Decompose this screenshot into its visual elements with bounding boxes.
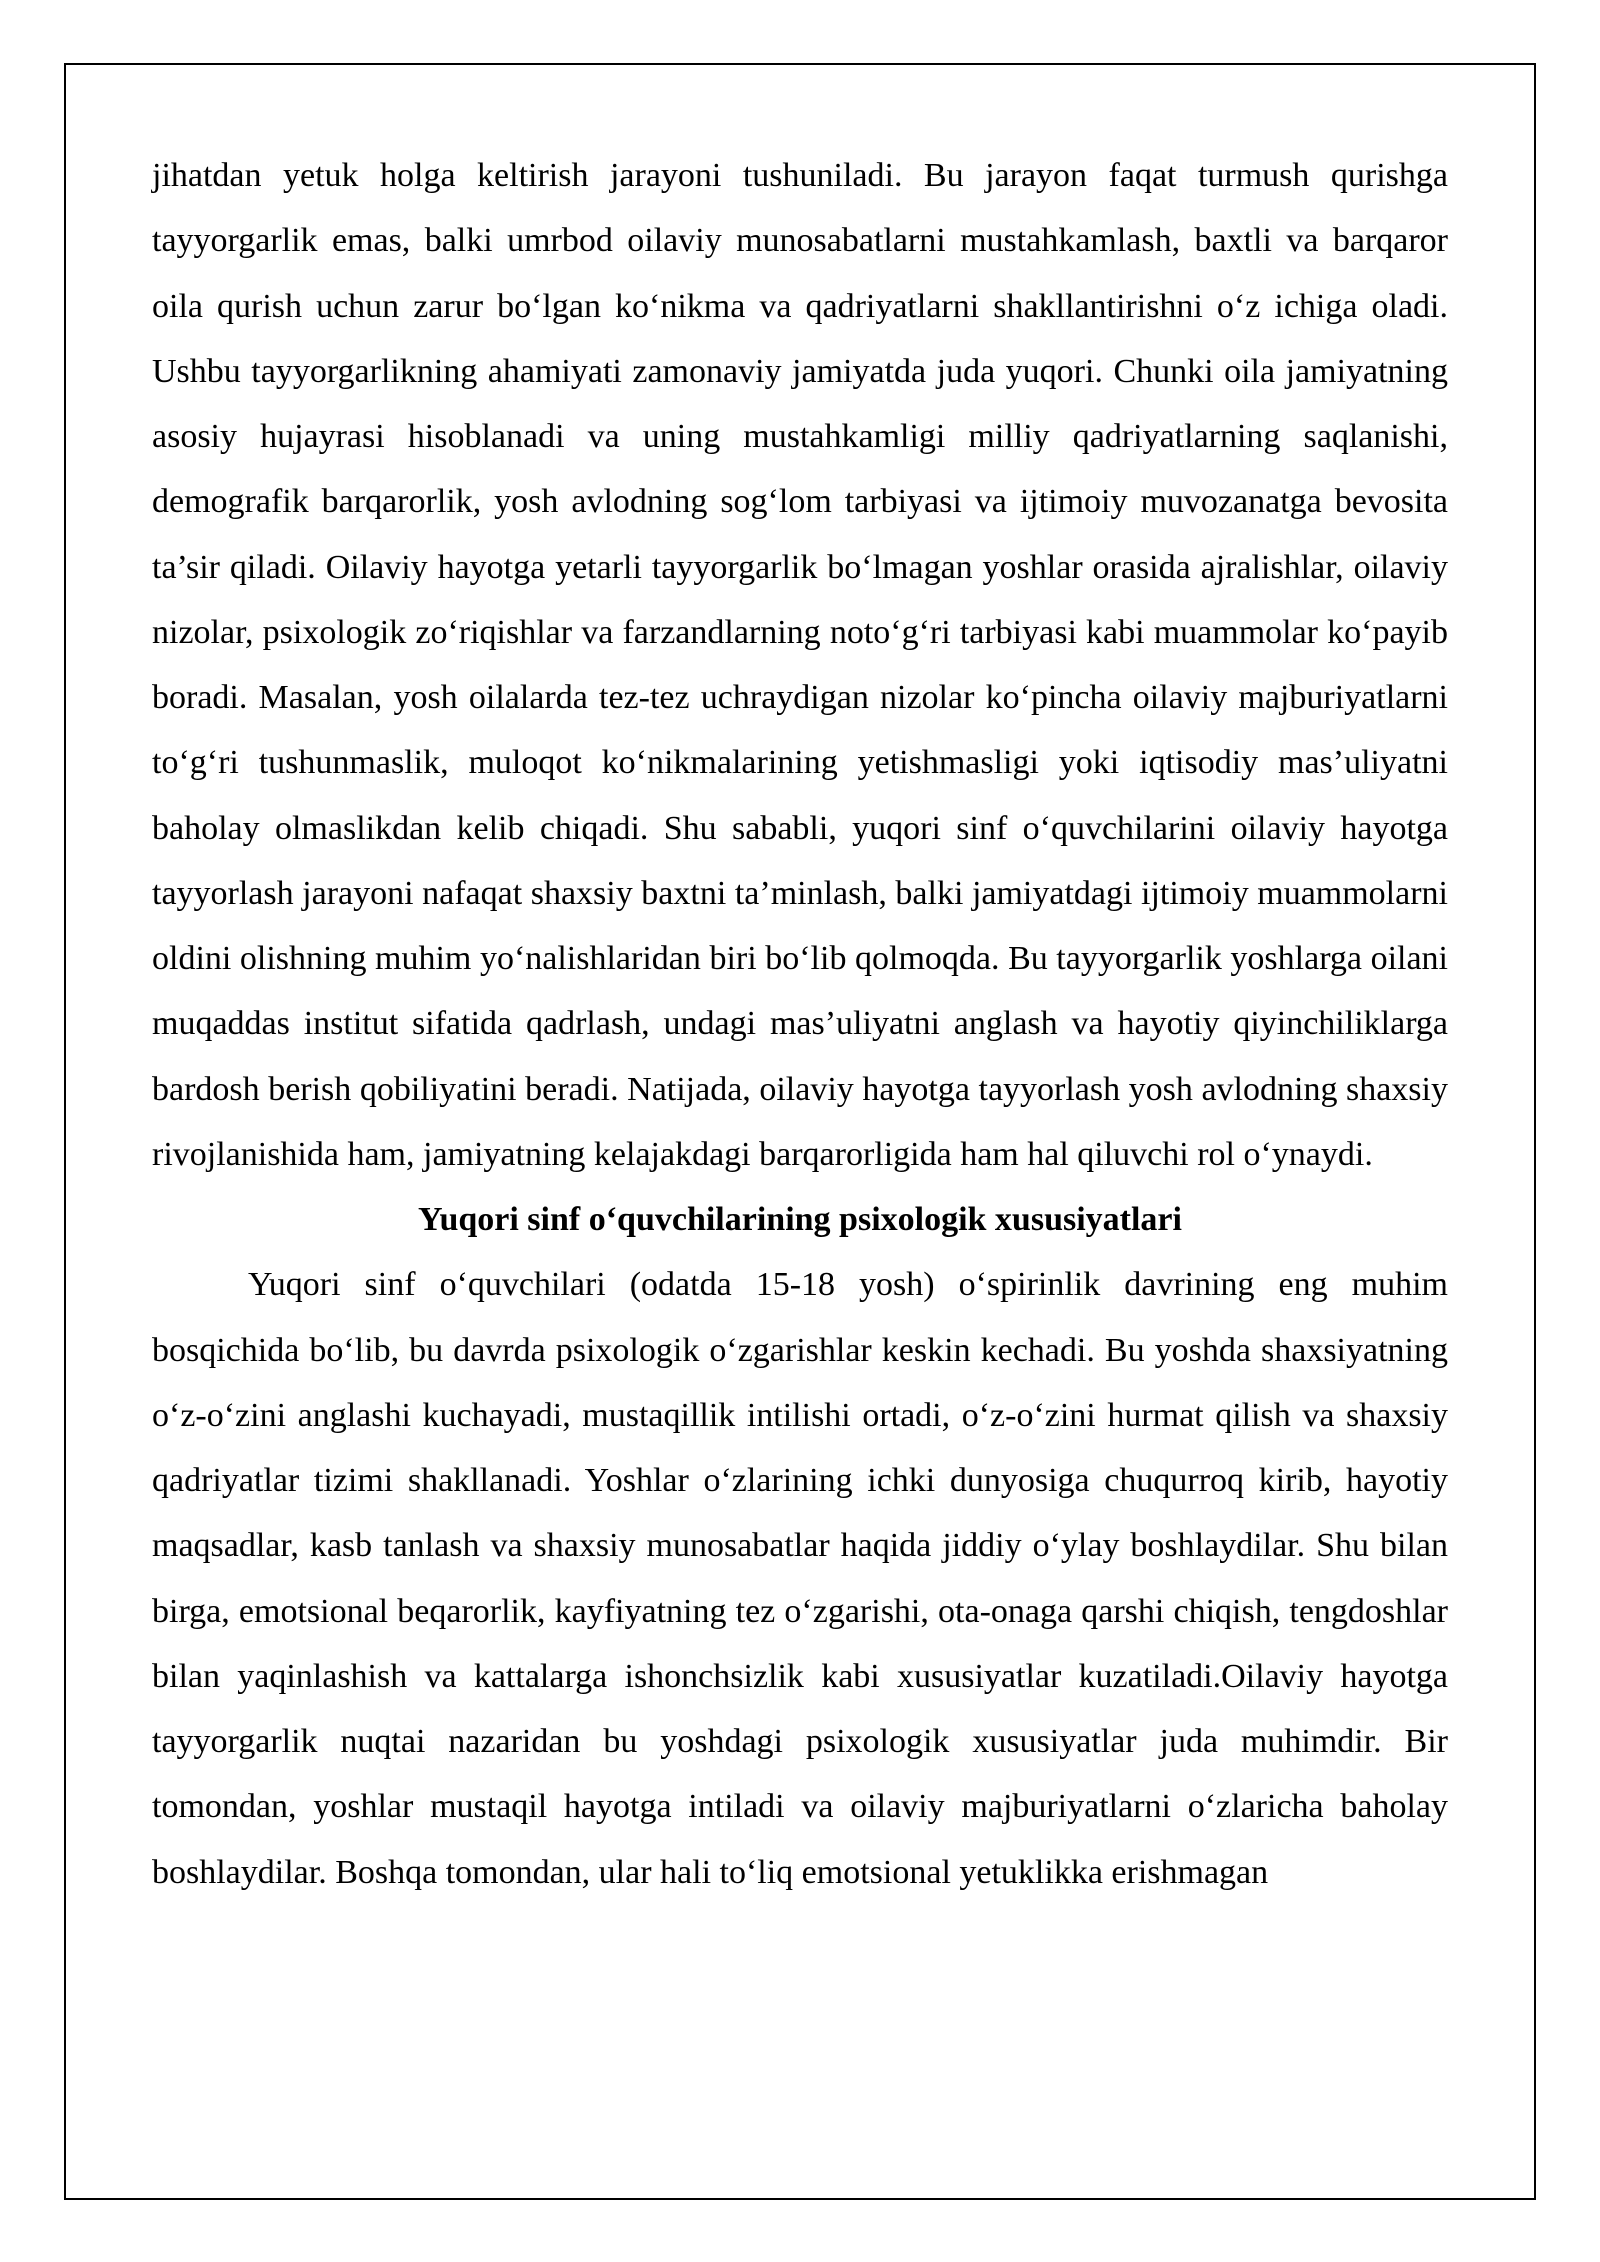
document-body <box>152 143 1448 1905</box>
body-paragraph: Yuqori sinf o‘quvchilari (odatda 15-18 yosh) o‘spirinlik davrining eng muhim bosqichida bo‘lib, bu davrda psixologik o‘zgarishlar keskin kechadi. Bu yoshda shaxsiyatning o‘z-o‘zini anglashi kuchayadi, mustaqillik intilishi ortadi, o‘z-o‘zini hurmat qilish va shaxsiy qadriyatlar tizimi shakllanadi. Yoshlar o‘zlarining ichki dunyosiga chuqurroq kirib, hayotiy maqsadlar, kasb tanlash va shaxsiy munosabatlar haqida jiddiy o‘ylay boshlaydilar. Shu bilan birga, emotsional beqarorlik, kayfiyatning tez o‘zgarishi, ota-onaga qarshi chiqish, tengdoshlar bilan yaqinlashish va kattalarga ishonchsizlik kabi xususiyatlar kuzatiladi.Oilaviy hayotga tayyorgarlik nuqtai nazaridan bu yoshdagi psixologik xususiyatlar juda muhimdir. Bir tomondan, yoshlar mustaqil hayotga intiladi va oilaviy majburiyatlarni o‘zlaricha baholay boshlaydilar. Boshqa tomondan, ular hali to‘liq emotsional yetuklikka erishmagan <box>152 1266 1448 1891</box>
body-paragraph: jihatdan yetuk holga keltirish jarayoni tushuniladi. Bu jarayon faqat turmush qurishga tayyorgarlik emas, balki umrbod oilaviy munosabatlarni mustahkamlash, baxtli va barqaror oila qurish uchun zarur bo‘lgan ko‘nikma va qadriyatlarni shakllantirishni o‘z ichiga oladi. Ushbu tayyorgarlikning ahamiyati zamonaviy jamiyatda juda yuqori. Chunki oila jamiyatning asosiy hujayrasi hisoblanadi va uning mustahkamligi milliy qadriyatlarning saqlanishi, demografik barqarorlik, yosh avlodning sog‘lom tarbiyasi va ijtimoiy muvozanatga bevosita ta’sir qiladi. Oilaviy hayotga yetarli tayyorgarlik bo‘lmagan yoshlar orasida ajralishlar, oilaviy nizolar, psixologik zo‘riqishlar va farzandlarning noto‘g‘ri tarbiyasi kabi muammolar ko‘payib boradi. Masalan, yosh oilalarda tez-tez uchraydigan nizolar ko‘pincha oilaviy majburiyatlarni to‘g‘ri tushunmaslik, muloqot ko‘nikmalarining yetishmasligi yoki iqtisodiy mas’uliyatni baholay olmaslikdan kelib chiqadi. Shu sababli, yuqori sinf o‘quvchilarini oilaviy hayotga tayyorlash jarayoni nafaqat shaxsiy baxtni ta’minlash, balki jamiyatdagi ijtimoiy muammolarni oldini olishning muhim yo‘nalishlaridan biri bo‘lib qolmoqda. Bu tayyorgarlik yoshlarga oilani muqaddas institut sifatida qadrlash, undagi mas’uliyatni anglash va hayotiy qiyinchiliklarga bardosh berish qobiliyatini beradi. Natijada, oilaviy hayotga tayyorlash yosh avlodning shaxsiy rivojlanishida ham, jamiyatning kelajakdagi barqarorligida ham hal qiluvchi rol o‘ynaydi. <box>152 157 1448 1173</box>
section-heading: Yuqori sinf o‘quvchilarining psixologik xususiyatlari <box>418 1201 1182 1238</box>
